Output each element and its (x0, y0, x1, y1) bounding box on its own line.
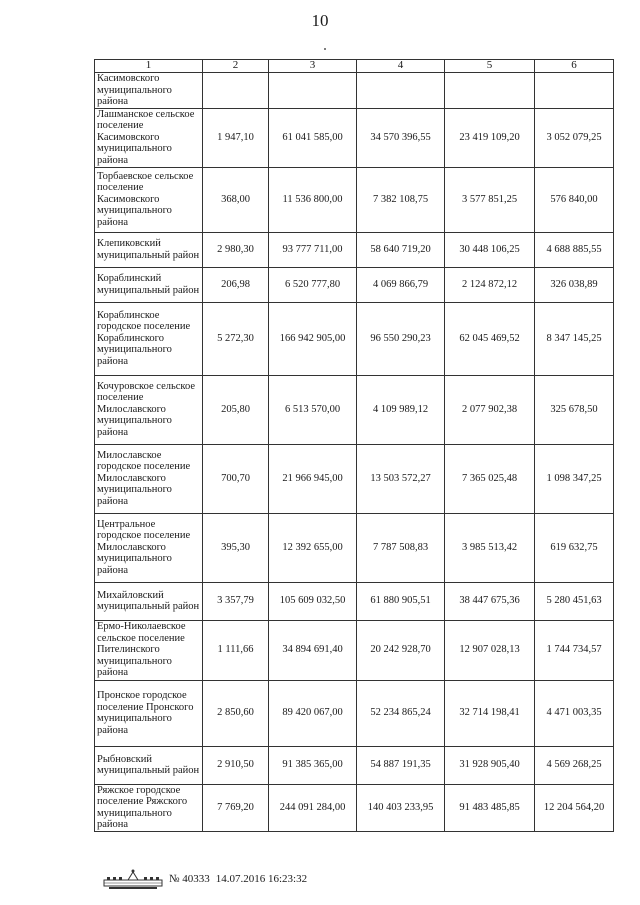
value-cell: 1 111,66 (203, 620, 269, 680)
table-row (95, 167, 614, 232)
value-cell: 91 483 485,85 (445, 784, 535, 831)
value-cell: 206,98 (203, 267, 269, 302)
value-cell: 2 077 902,38 (445, 375, 535, 444)
value-cell: 1 098 347,25 (535, 444, 614, 513)
value-cell: 30 448 106,25 (445, 232, 535, 267)
value-cell: 3 577 851,25 (445, 167, 535, 232)
value-cell: 38 447 675,36 (445, 582, 535, 620)
entity-name-cell: Торбаевское сельское поселение Касимовского муниципального района (95, 167, 203, 232)
page-number: 10 (311, 11, 329, 30)
column-header: 1 (95, 60, 203, 73)
value-cell: 1 947,10 (203, 108, 269, 167)
value-cell: 4 471 003,35 (535, 680, 614, 746)
value-cell: 4 109 989,12 (357, 375, 445, 444)
value-cell: 6 513 570,00 (269, 375, 357, 444)
value-cell: 34 570 396,55 (357, 108, 445, 167)
value-cell: 3 052 079,25 (535, 108, 614, 167)
value-cell: 13 503 572,27 (357, 444, 445, 513)
document-number: № 40333 (169, 873, 210, 885)
column-header: 6 (535, 60, 614, 73)
entity-name-cell: Кораблинское городское поселение Кораблинского муниципального района (95, 302, 203, 375)
value-cell: 58 640 719,20 (357, 232, 445, 267)
value-cell (357, 73, 445, 109)
value-cell: 3 985 513,42 (445, 513, 535, 582)
table-row (95, 513, 614, 582)
entity-name-cell: Ряжское городское поселение Ряжского муниципального района (95, 784, 203, 831)
value-cell (203, 73, 269, 109)
value-cell: 21 966 945,00 (269, 444, 357, 513)
table-row (95, 746, 614, 784)
value-cell: 4 569 268,25 (535, 746, 614, 784)
value-cell: 12 204 564,20 (535, 784, 614, 831)
value-cell: 6 520 777,80 (269, 267, 357, 302)
column-header: 2 (203, 60, 269, 73)
value-cell: 7 787 508,83 (357, 513, 445, 582)
footer (103, 868, 307, 890)
entity-name-cell: Пронское городское поселение Пронского муниципального района (95, 680, 203, 746)
value-cell: 61 880 905,51 (357, 582, 445, 620)
value-cell (445, 73, 535, 109)
value-cell: 700,70 (203, 444, 269, 513)
table-row (95, 267, 614, 302)
value-cell: 576 840,00 (535, 167, 614, 232)
value-cell: 54 887 191,35 (357, 746, 445, 784)
value-cell: 20 242 928,70 (357, 620, 445, 680)
table-row (95, 620, 614, 680)
scan-dot (324, 48, 326, 50)
value-cell: 5 280 451,63 (535, 582, 614, 620)
data-table (94, 59, 614, 832)
value-cell: 12 907 028,13 (445, 620, 535, 680)
document-timestamp: 14.07.2016 16:23:32 (215, 873, 308, 885)
value-cell: 96 550 290,23 (357, 302, 445, 375)
table-row (95, 680, 614, 746)
value-cell: 7 769,20 (203, 784, 269, 831)
value-cell: 3 357,79 (203, 582, 269, 620)
entity-name-cell: Милославское городское поселение Милославского муниципального района (95, 444, 203, 513)
value-cell: 325 678,50 (535, 375, 614, 444)
value-cell: 7 365 025,48 (445, 444, 535, 513)
column-header: 4 (357, 60, 445, 73)
entity-name-cell: Центральное городское поселение Милославского муниципального района (95, 513, 203, 582)
value-cell (535, 73, 614, 109)
value-cell: 205,80 (203, 375, 269, 444)
entity-name-cell: Рыбновский муниципальный район (95, 746, 203, 784)
table-row (95, 302, 614, 375)
value-cell: 2 980,30 (203, 232, 269, 267)
column-header: 5 (445, 60, 535, 73)
entity-name-cell: Клепиковский муниципальный район (95, 232, 203, 267)
value-cell: 61 041 585,00 (269, 108, 357, 167)
value-cell: 5 272,30 (203, 302, 269, 375)
value-cell: 105 609 032,50 (269, 582, 357, 620)
value-cell: 4 069 866,79 (357, 267, 445, 302)
value-cell: 619 632,75 (535, 513, 614, 582)
value-cell: 368,00 (203, 167, 269, 232)
value-cell: 4 688 885,55 (535, 232, 614, 267)
value-cell: 7 382 108,75 (357, 167, 445, 232)
value-cell: 89 420 067,00 (269, 680, 357, 746)
value-cell: 2 910,50 (203, 746, 269, 784)
value-cell: 32 714 198,41 (445, 680, 535, 746)
value-cell: 1 744 734,57 (535, 620, 614, 680)
column-header: 3 (269, 60, 357, 73)
header-row (95, 60, 614, 73)
entity-name-cell: Кочуровское сельское поселение Милославского муниципального района (95, 375, 203, 444)
entity-name-cell: Лашманское сельское поселение Касимовского муниципального района (95, 108, 203, 167)
value-cell: 244 091 284,00 (269, 784, 357, 831)
value-cell: 326 038,89 (535, 267, 614, 302)
value-cell (269, 73, 357, 109)
value-cell: 2 124 872,12 (445, 267, 535, 302)
value-cell: 395,30 (203, 513, 269, 582)
table-row (95, 73, 614, 109)
table-row (95, 108, 614, 167)
value-cell: 12 392 655,00 (269, 513, 357, 582)
value-cell: 91 385 365,00 (269, 746, 357, 784)
value-cell: 8 347 145,25 (535, 302, 614, 375)
table-row (95, 375, 614, 444)
value-cell: 52 234 865,24 (357, 680, 445, 746)
table-row (95, 444, 614, 513)
entity-name-cell: Ермо-Николаевское сельское поселение Пителинского муниципального района (95, 620, 203, 680)
value-cell: 166 942 905,00 (269, 302, 357, 375)
value-cell: 11 536 800,00 (269, 167, 357, 232)
table-row (95, 232, 614, 267)
entity-name-cell: Михайловский муниципальный район (95, 582, 203, 620)
value-cell: 34 894 691,40 (269, 620, 357, 680)
value-cell: 93 777 711,00 (269, 232, 357, 267)
value-cell: 62 045 469,52 (445, 302, 535, 375)
entity-name-cell: Касимовского муниципального района (95, 73, 203, 109)
entity-name-cell: Кораблинский муниципальный район (95, 267, 203, 302)
table-row (95, 582, 614, 620)
value-cell: 23 419 109,20 (445, 108, 535, 167)
value-cell: 31 928 905,40 (445, 746, 535, 784)
emblem-logo-icon (103, 868, 163, 890)
value-cell: 2 850,60 (203, 680, 269, 746)
value-cell: 140 403 233,95 (357, 784, 445, 831)
table-row (95, 784, 614, 831)
